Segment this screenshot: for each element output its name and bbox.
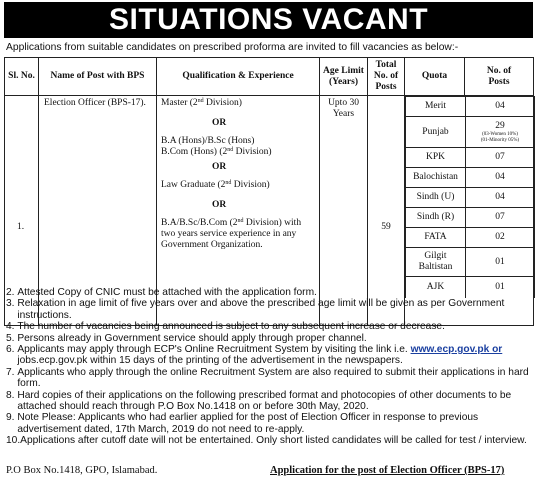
quota-posts: 01	[466, 248, 535, 277]
quota-row	[406, 148, 535, 168]
ecp-website-link[interactable]: www.ecp.gov.pk or	[410, 344, 503, 356]
quota-name: AJK	[406, 277, 466, 299]
quota-table	[405, 96, 535, 298]
qualification-hons: B.A (Hons)/B.Sc (Hons) B.Com (Hons) (2nd Division)	[161, 136, 272, 157]
or-separator: OR	[212, 200, 227, 210]
quota-name: Punjab	[406, 117, 466, 148]
page-title: SITUATIONS VACANT	[4, 2, 533, 38]
quota-name: Gilgit Baltistan	[406, 248, 466, 277]
quota-posts: 07	[466, 148, 535, 168]
quota-row	[406, 248, 535, 277]
list-item: 8. Hard copies of their applications on the following prescribed format and photocopies of other documents to be attached should reach through P.O Box No.1418 on or before 30th May, 2020.	[6, 389, 512, 413]
list-item: 6. Applicants may apply through ECP's Online Recruitment System by visiting the link i.e. www.ecp.gov.pk or jobs.ecp.gov.pk within 15 days of the printing of the advertisement in the newspapers.	[6, 344, 503, 367]
quota-name: Balochistan	[406, 168, 466, 188]
post-name: Election Officer (BPS-17).	[44, 98, 146, 108]
vacancy-table	[4, 57, 534, 326]
or-separator: OR	[212, 118, 227, 128]
quota-name: KPK	[406, 148, 466, 168]
col-header-post: Name of Post with BPS	[39, 58, 157, 96]
list-item: 9. Note Please: Applicants who had earlier applied for the post of Election Officer in response to previous advertisement dated, 17th March, 2019 do not need to re-apply.	[6, 412, 479, 435]
quota-name: Merit	[406, 97, 466, 117]
postal-address: P.O Box No.1418, GPO, Islamabad.	[6, 465, 158, 476]
quota-row	[406, 117, 535, 148]
col-header-age: Age Limit (Years)	[320, 58, 368, 96]
quota-posts: 02	[466, 228, 535, 248]
application-heading: Application for the post of Election Officer (BPS-17)	[270, 465, 505, 476]
quota-posts: 04	[466, 168, 535, 188]
quota-row	[406, 168, 535, 188]
or-separator: OR	[212, 162, 227, 172]
col-header-quota: Quota	[405, 58, 465, 96]
notes-list	[6, 287, 534, 447]
list-item: 2. Attested Copy of CNIC must be attached with the application form.	[6, 287, 317, 298]
col-header-no-of-posts: No. of Posts	[465, 58, 534, 96]
list-item: 5. Persons already in Government service should apply through proper channel.	[6, 332, 367, 344]
list-item: 10. Applications after cutoff date will not be entertained. Only short listed candidates will be called for test / interview.	[6, 435, 527, 447]
list-item: 7. Applicants who apply through the online Recruitment System are also required to submit their applications in hard form.	[6, 366, 529, 390]
quota-row	[406, 208, 535, 228]
col-header-total-posts: Total No. of Posts	[368, 58, 405, 96]
qualification-experience: B.A/B.Sc/B.Com (2nd Division) with two years service experience in any Government Organization.	[161, 218, 302, 250]
quota-row	[406, 188, 535, 208]
quota-posts: 01	[466, 277, 535, 299]
quota-posts: 07	[466, 208, 535, 228]
intro-text: Applications from suitable candidates on prescribed proforma are invited to fill vacancies as below:-	[6, 42, 459, 53]
quota-name: FATA	[406, 228, 466, 248]
age-limit: Upto 30 Years	[328, 98, 359, 119]
quota-posts: 04	[466, 97, 535, 117]
total-posts: 59	[381, 222, 391, 232]
quota-posts: 04	[466, 188, 535, 208]
quota-posts: 29 (03-Women 10%) (01-Minority 05%)	[466, 117, 535, 148]
quota-row	[406, 228, 535, 248]
col-header-sl: Sl. No.	[5, 58, 39, 96]
row-sl-number: 1.	[17, 222, 25, 232]
col-header-qualification: Qualification & Experience	[157, 58, 320, 96]
qualification-master: Master (2nd Division)	[161, 98, 242, 108]
quota-name: Sindh (U)	[406, 188, 466, 208]
list-item: 3. Relaxation in age limit of five years over and above the prescribed age limit will be given as per Government instructions.	[6, 298, 505, 321]
qualification-law: Law Graduate (2nd Division)	[161, 180, 270, 190]
list-item: 4. The number of vacancies being announced is subject to any subsequent increase or decrease.	[6, 321, 445, 333]
table-header-row	[5, 58, 534, 96]
quota-row	[406, 97, 535, 117]
quota-name: Sindh (R)	[406, 208, 466, 228]
